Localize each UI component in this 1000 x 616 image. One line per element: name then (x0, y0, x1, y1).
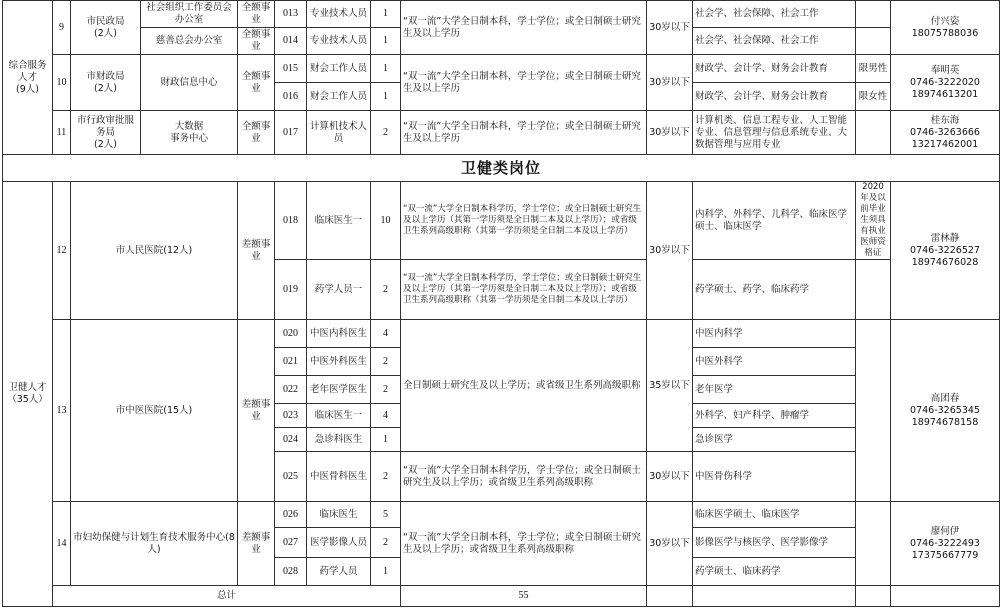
count-cell: 1 (371, 55, 401, 83)
type-cell: 差额事业 (238, 182, 275, 320)
major-cell: 财政学、会计学、财务会计教育 (693, 55, 856, 83)
contact-cell: 廖何伊 0746-3222493 17375667779 (891, 502, 1000, 586)
type-cell: 全额事业 (238, 55, 275, 111)
code-cell: 013 (275, 1, 307, 28)
count-cell: 2 (371, 260, 401, 320)
major-cell: 内科学、外科学、儿科学、临床医学硕士、临床医学 (693, 182, 856, 260)
code-cell: 018 (275, 182, 307, 260)
count-cell: 1 (371, 28, 401, 55)
unit-cell: 市行政审批服务局 (2人) (71, 111, 141, 155)
type-cell: 差额事业 (238, 502, 275, 586)
unit-cell: 市中医医院(15人) (71, 320, 238, 502)
dept-cell: 慈善总会办公室 (141, 28, 238, 55)
post-cell: 计算机技术人员 (307, 111, 371, 155)
code-cell: 028 (275, 558, 307, 586)
contact-cell: 高团春 0746-3265345 18974678158 (891, 320, 1000, 502)
count-cell: 2 (371, 348, 401, 376)
post-cell: 财会工作人员 (307, 55, 371, 83)
major-cell: 外科学、妇产科学、肿瘤学 (693, 404, 856, 428)
contact-cell: 付兴姿 18075788036 (891, 1, 1000, 55)
major-cell: 中医内科学 (693, 320, 856, 348)
post-cell: 急诊科医生 (307, 428, 371, 452)
total-row (3, 586, 1000, 607)
table-row (3, 55, 1000, 83)
other-cell (856, 502, 891, 586)
age-cell: 30岁以下 (647, 452, 693, 502)
education-cell: “双一流”大学全日制本科学历，学士学位；或全日制硕士研究生及以上学历（其第一学历须是全日制二本及以上学历）；或省级卫生系列高级职称（其第一学历须是全日制二本及以上学历） (401, 182, 647, 260)
section-row (3, 155, 1000, 182)
unit-cell: 市妇幼保健与计划生育技术服务中心(8人) (71, 502, 238, 586)
count-cell: 1 (371, 1, 401, 28)
contact-cell: 雷林静 0746-3226527 18974676028 (891, 182, 1000, 320)
group-cell: 综合服务人才 (9人) (3, 1, 53, 155)
empty-cell (647, 586, 693, 607)
code-cell: 015 (275, 55, 307, 83)
major-cell: 影像医学与核医学、医学影像学 (693, 528, 856, 558)
major-cell: 急诊医学 (693, 428, 856, 452)
post-cell: 中医骨科医生 (307, 452, 371, 502)
contact-cell: 桂东海 0746-3263666 13217462001 (891, 111, 1000, 155)
code-cell: 016 (275, 83, 307, 111)
code-cell: 021 (275, 348, 307, 376)
post-cell: 中医内科医生 (307, 320, 371, 348)
education-cell: “双一流”大学全日制本科，学士学位；或全日制硕士研究生及以上学历 (401, 1, 647, 55)
type-cell: 全额事业 (238, 111, 275, 155)
major-cell: 药学硕士、临床药学 (693, 558, 856, 586)
education-cell: “双一流”大学全日制本科，学士学位；或全日制硕士研究生及以上学历 (401, 111, 647, 155)
other-cell (856, 111, 891, 155)
code-cell: 020 (275, 320, 307, 348)
education-cell: “双一流”大学全日制本科学历，学士学位；或全日制硕士研究生及以上学历；或省级卫生系列高级职称 (401, 452, 647, 502)
total-count: 55 (401, 586, 647, 607)
post-cell: 药学人员 (307, 558, 371, 586)
seq-cell: 9 (53, 1, 71, 55)
count-cell: 5 (371, 502, 401, 528)
code-cell: 024 (275, 428, 307, 452)
empty-cell (693, 586, 856, 607)
count-cell: 2 (371, 376, 401, 404)
age-cell: 30岁以下 (647, 182, 693, 320)
code-cell: 022 (275, 376, 307, 404)
total-label: 总计 (53, 586, 401, 607)
count-cell: 1 (371, 83, 401, 111)
age-cell: 30岁以下 (647, 55, 693, 111)
count-cell: 2 (371, 528, 401, 558)
post-cell: 专业技术人员 (307, 28, 371, 55)
other-cell: 限男性 (856, 55, 891, 83)
table-row (3, 182, 1000, 260)
empty-cell (856, 586, 891, 607)
code-cell: 019 (275, 260, 307, 320)
major-cell: 中医外科学 (693, 348, 856, 376)
post-cell: 中医外科医生 (307, 348, 371, 376)
post-cell: 临床医生 (307, 502, 371, 528)
code-cell: 017 (275, 111, 307, 155)
post-cell: 药学人员一 (307, 260, 371, 320)
post-cell: 专业技术人员 (307, 1, 371, 28)
education-cell: “双一流”大学全日制本科，学士学位；或全日制硕士研究生及以上学历；或省级卫生系列高级职称 (401, 502, 647, 586)
code-cell: 023 (275, 404, 307, 428)
major-cell: 中医骨伤科学 (693, 452, 856, 502)
other-cell (856, 260, 891, 320)
major-cell: 老年医学 (693, 376, 856, 404)
table-row (3, 502, 1000, 528)
count-cell: 10 (371, 182, 401, 260)
seq-cell: 11 (53, 111, 71, 155)
code-cell: 026 (275, 502, 307, 528)
type-cell: 全额事业 (238, 28, 275, 55)
post-cell: 临床医生一 (307, 404, 371, 428)
other-cell: 限女性 (856, 83, 891, 111)
major-cell: 财政学、会计学、财务会计教育 (693, 83, 856, 111)
type-cell: 全额事业 (238, 1, 275, 28)
unit-cell: 市民政局 (2人) (71, 1, 141, 55)
table-row (3, 1, 1000, 28)
count-cell: 4 (371, 320, 401, 348)
education-cell: “双一流”大学全日制本科，学士学位；或全日制硕士研究生及以上学历 (401, 55, 647, 111)
post-cell: 临床医生一 (307, 182, 371, 260)
post-cell: 医学影像人员 (307, 528, 371, 558)
major-cell: 临床医学硕士、临床医学 (693, 502, 856, 528)
seq-cell: 12 (53, 182, 71, 320)
recruitment-table (2, 0, 1000, 607)
age-cell: 30岁以下 (647, 1, 693, 55)
count-cell: 1 (371, 558, 401, 586)
contact-cell: 奉明英 0746-3222020 18974613201 (891, 55, 1000, 111)
seq-cell: 13 (53, 320, 71, 502)
major-cell: 药学硕士、药学、临床药学 (693, 260, 856, 320)
major-cell: 社会学、社会保障、社会工作 (693, 1, 856, 28)
count-cell: 1 (371, 428, 401, 452)
group-cell: 卫健人才 （35人） (3, 182, 53, 607)
section-title: 卫健类岗位 (3, 155, 1000, 182)
seq-cell: 10 (53, 55, 71, 111)
type-cell: 差额事业 (238, 320, 275, 502)
dept-cell: 社会组织工作委员会办公室 (141, 1, 238, 28)
unit-cell: 市财政局 (2人) (71, 55, 141, 111)
age-cell: 30岁以下 (647, 111, 693, 155)
dept-cell: 财政信息中心 (141, 55, 238, 111)
other-cell (856, 1, 891, 28)
count-cell: 2 (371, 111, 401, 155)
table-row (3, 111, 1000, 155)
empty-cell (891, 586, 1000, 607)
unit-cell: 市人民医院(12人) (71, 182, 238, 320)
code-cell: 025 (275, 452, 307, 502)
major-cell: 社会学、社会保障、社会工作 (693, 28, 856, 55)
age-cell: 35岁以下 (647, 320, 693, 452)
seq-cell: 14 (53, 502, 71, 586)
table-row (3, 320, 1000, 348)
education-cell: 全日制硕士研究生及以上学历；或省级卫生系列高级职称 (401, 320, 647, 452)
other-cell (856, 28, 891, 55)
other-cell (856, 320, 891, 502)
dept-cell: 大数据 事务中心 (141, 111, 238, 155)
major-cell: 计算机类、信息工程专业、人工智能专业、信息管理与信息系统专业、大数据管理与应用专业 (693, 111, 856, 155)
education-cell: “双一流”大学全日制本科学历，学士学位；或全日制硕士研究生及以上学历（其第一学历须是全日制二本及以上学历）；或省级卫生系列高级职称（其第一学历须是全日制二本及以上学历） (401, 260, 647, 320)
code-cell: 014 (275, 28, 307, 55)
count-cell: 4 (371, 404, 401, 428)
code-cell: 027 (275, 528, 307, 558)
post-cell: 财会工作人员 (307, 83, 371, 111)
post-cell: 老年医学医生 (307, 376, 371, 404)
age-cell: 30岁以下 (647, 502, 693, 586)
other-cell: 2020年及以前毕业生须具有执业医师资格证 (856, 182, 891, 260)
count-cell: 2 (371, 452, 401, 502)
